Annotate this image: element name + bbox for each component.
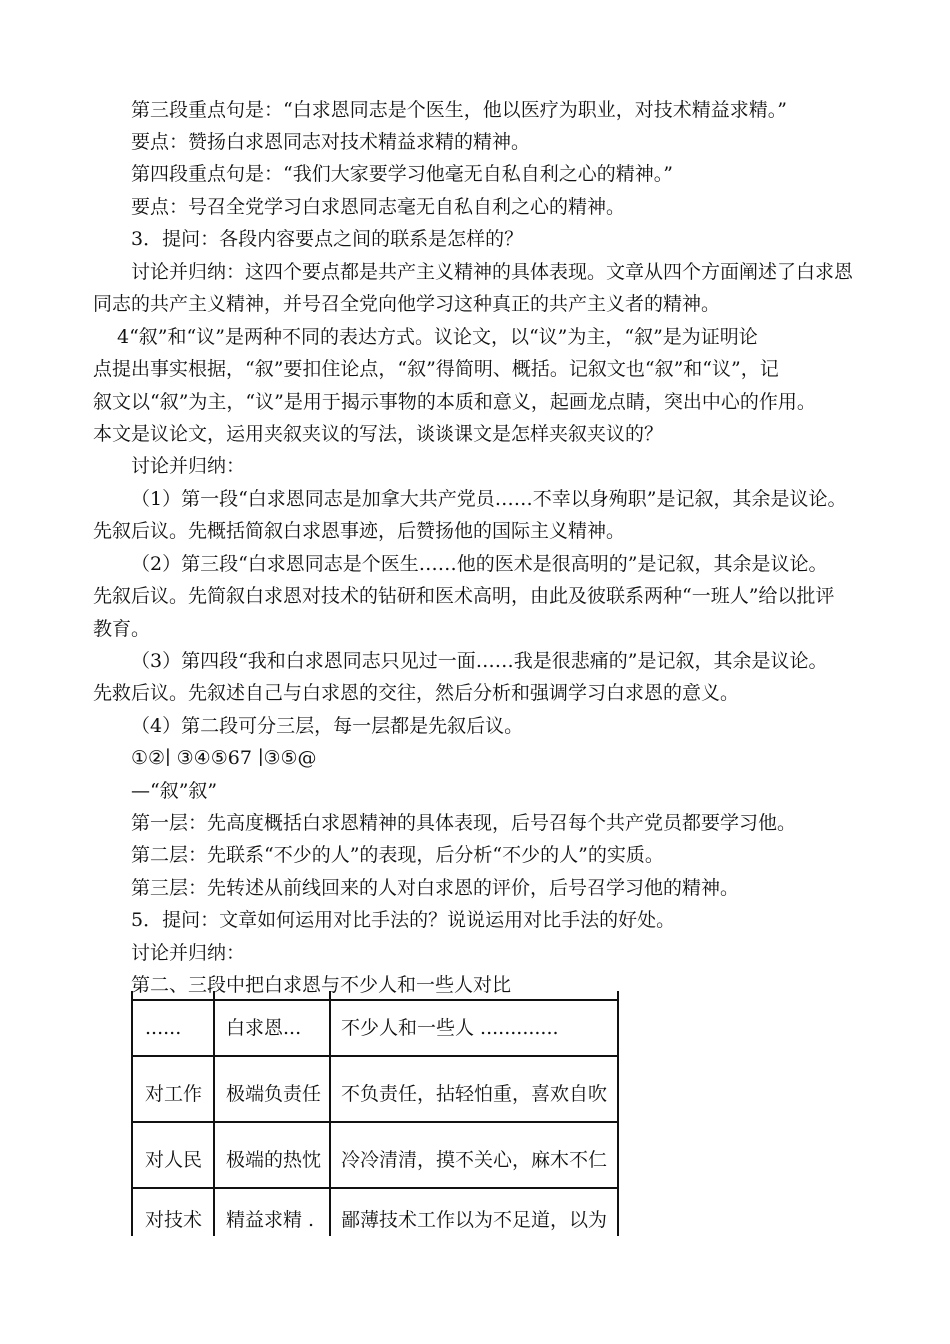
table-cell: 鄙薄技术工作以为不足道，以为 [341, 1209, 608, 1231]
comparison-table [131, 991, 621, 1236]
table-cell: 极端的热忱 [226, 1149, 322, 1171]
table-rule [131, 991, 133, 1236]
text-line: 本文是议论文，运用夹叙夹议的写法，谈谈课文是怎样夹叙夹议的？ [93, 423, 664, 445]
table-rule [329, 991, 331, 1236]
text-line: （3）第四段“我和白求恩同志只见过一面……我是很悲痛的”是记叙，其余是议论。 [131, 650, 828, 672]
text-line: 第四段重点句是：“我们大家要学习他毫无自私自利之心的精神。” [131, 163, 673, 185]
table-cell: 不负责任，拈轻怕重，喜欢自吹 [341, 1083, 608, 1105]
table-rule [131, 1187, 619, 1189]
text-line: 第二、三段中把白求恩与不少人和一些人对比 [131, 974, 512, 996]
table-rule [131, 999, 619, 1001]
text-line: 第三层：先转述从前线回来的人对白求恩的评价，后号召学习他的精神。 [131, 877, 740, 899]
table-rule [131, 1055, 619, 1057]
table-cell: 对人民 [145, 1149, 203, 1171]
text-line: 教育。 [93, 618, 151, 640]
table-cell: 对工作 [145, 1083, 203, 1105]
text-line: 5．提问：文章如何运用对比手法的？说说运用对比手法的好处。 [131, 909, 676, 931]
text-line: 讨论并归纳： [131, 942, 246, 964]
text-line: ①②∣ ③④⑤67 ∣③⑤@ [131, 747, 317, 769]
table-cell: 白求恩... [226, 1017, 302, 1039]
text-line: （2）第三段“白求恩同志是个医生……他的医术是很高明的”是记叙，其余是议论。 [131, 553, 828, 575]
text-line: 叙文以“叙”为主，“议”是用于揭示事物的本质和意义，起画龙点睛，突出中心的作用。 [93, 391, 816, 413]
table-cell: ...... [145, 1017, 182, 1039]
text-line: 要点：号召全党学习白求恩同志毫无自私自利之心的精神。 [131, 196, 626, 218]
table-cell: 对技术 [145, 1209, 203, 1231]
text-line: —“叙”叙” [131, 780, 218, 802]
text-line: 点提出事实根据，“叙”要扣住论点，“叙”得简明、概括。记叙文也“叙”和“议”，记 [93, 358, 779, 380]
text-line: 同志的共产主义精神，并号召全党向他学习这种真正的共产主义者的精神。 [93, 293, 721, 315]
text-line: 要点：赞扬白求恩同志对技术精益求精的精神。 [131, 131, 531, 153]
text-line: 第二层：先联系“不少的人”的表现，后分析“不少的人”的实质。 [131, 844, 664, 866]
table-rule [213, 991, 215, 1236]
table-rule [617, 991, 619, 1236]
text-line: 讨论并归纳：这四个要点都是共产主义精神的具体表现。文章从四个方面阐述了白求恩 [131, 261, 854, 283]
text-line: 讨论并归纳： [131, 455, 246, 477]
text-line: 先叙后议。先简叙白求恩对技术的钻研和医术高明，由此及彼联系两种“一班人”给以批评 [93, 585, 835, 607]
text-line: （4）第二段可分三层，每一层都是先叙后议。 [131, 715, 524, 737]
text-line: 先叙后议。先概括简叙白求恩事迹，后赞扬他的国际主义精神。 [93, 520, 626, 542]
text-line: 4“叙”和“议”是两种不同的表达方式。议论文，以“议”为主，“叙”是为证明论 [117, 326, 758, 348]
text-line: （1）第一段“白求恩同志是加拿大共产党员……不幸以身殉职”是记叙，其余是议论。 [131, 488, 847, 510]
table-rule [131, 1121, 619, 1123]
text-line: 第一层：先高度概括白求恩精神的具体表现，后号召每个共产党员都要学习他。 [131, 812, 797, 834]
table-cell: 不少人和一些人 ............. [341, 1017, 559, 1039]
table-cell: 极端负责任 [226, 1083, 322, 1105]
table-cell: 精益求精 . [226, 1209, 315, 1231]
table-cell: 冷冷清清，摸不关心，麻木不仁 [341, 1149, 608, 1171]
text-line: 3．提问：各段内容要点之间的联系是怎样的？ [131, 228, 524, 250]
text-line: 第三段重点句是：“白求恩同志是个医生，他以医疗为职业，对技术精益求精。” [131, 99, 787, 121]
text-line: 先救后议。先叙述自己与白求恩的交往，然后分析和强调学习白求恩的意义。 [93, 682, 740, 704]
